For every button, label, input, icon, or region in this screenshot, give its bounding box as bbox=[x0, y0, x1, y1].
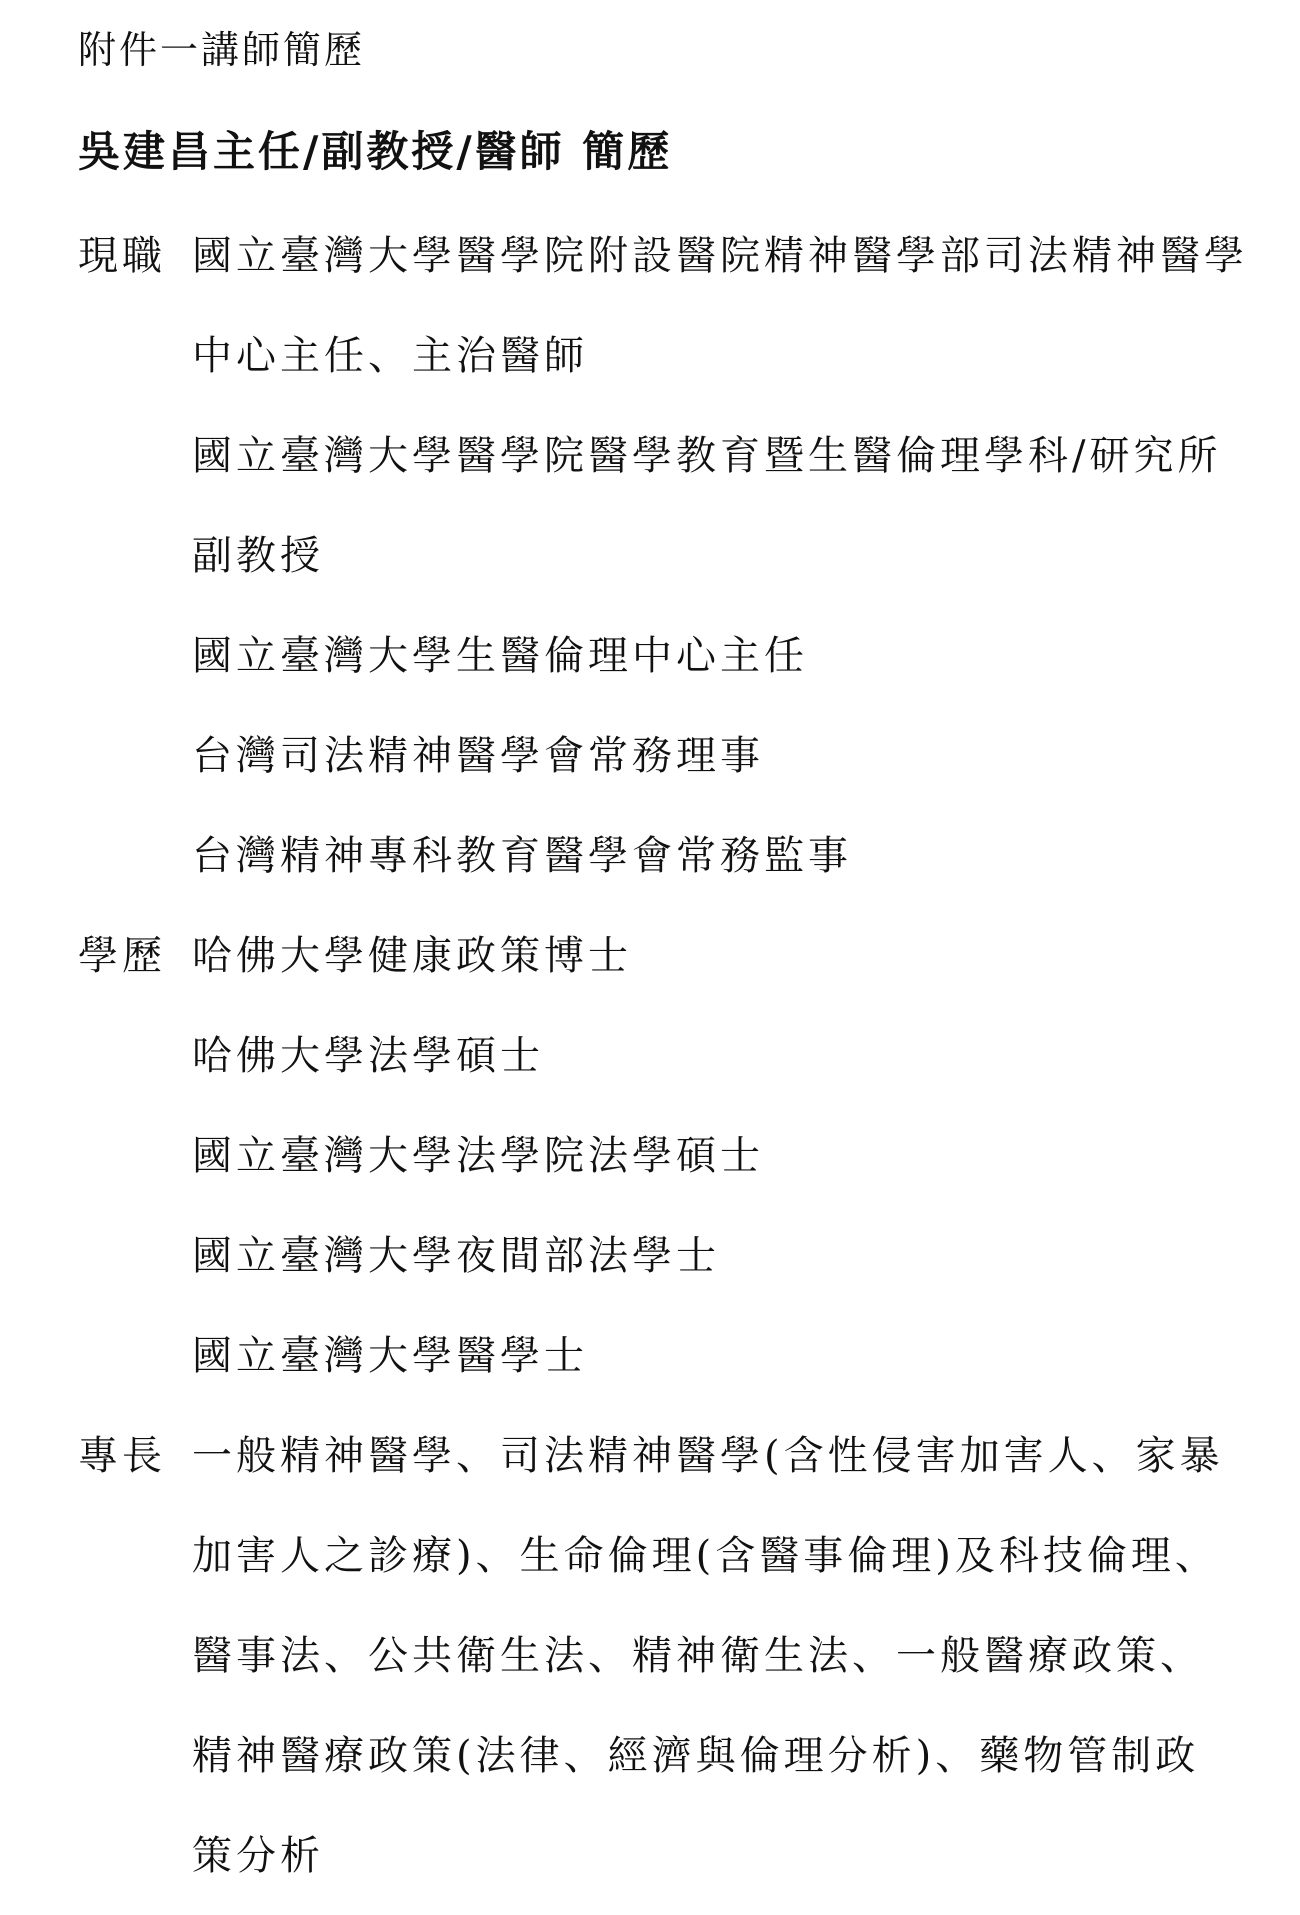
expertise-line: 一般精神醫學、司法精神醫學(含性侵害加害人、家暴 bbox=[192, 1433, 1224, 1479]
current-position-line: 台灣司法精神醫學會常務理事 bbox=[192, 733, 764, 779]
current-position-line: 副教授 bbox=[192, 533, 324, 579]
education-line: 哈佛大學健康政策博士 bbox=[192, 933, 632, 979]
expertise-line: 醫事法、公共衛生法、精神衛生法、一般醫療政策、 bbox=[192, 1633, 1204, 1679]
section-label-expertise: 專長 bbox=[78, 1433, 166, 1479]
expertise-line: 精神醫療政策(法律、經濟與倫理分析)、藥物管制政 bbox=[192, 1733, 1200, 1779]
current-position-line: 國立臺灣大學生醫倫理中心主任 bbox=[192, 633, 808, 679]
section-label-education: 學歷 bbox=[78, 933, 166, 979]
current-position-line: 國立臺灣大學醫學院附設醫院精神醫學部司法精神醫學 bbox=[192, 233, 1248, 279]
speaker-name-title: 吳建昌主任/副教授/醫師 簡歷 bbox=[78, 127, 673, 176]
current-position-line: 國立臺灣大學醫學院醫學教育暨生醫倫理學科/研究所 bbox=[192, 433, 1222, 479]
education-line: 國立臺灣大學醫學士 bbox=[192, 1333, 588, 1379]
expertise-line: 加害人之診療)、生命倫理(含醫事倫理)及科技倫理、 bbox=[192, 1533, 1219, 1579]
section-label-current-position: 現職 bbox=[78, 233, 166, 279]
attachment-label: 附件一講師簡歷 bbox=[78, 28, 366, 72]
education-line: 哈佛大學法學碩士 bbox=[192, 1033, 544, 1079]
expertise-line: 策分析 bbox=[192, 1833, 324, 1879]
current-position-line: 台灣精神專科教育醫學會常務監事 bbox=[192, 833, 852, 879]
current-position-line: 中心主任、主治醫師 bbox=[192, 333, 588, 379]
education-line: 國立臺灣大學法學院法學碩士 bbox=[192, 1133, 764, 1179]
education-line: 國立臺灣大學夜間部法學士 bbox=[192, 1233, 720, 1279]
